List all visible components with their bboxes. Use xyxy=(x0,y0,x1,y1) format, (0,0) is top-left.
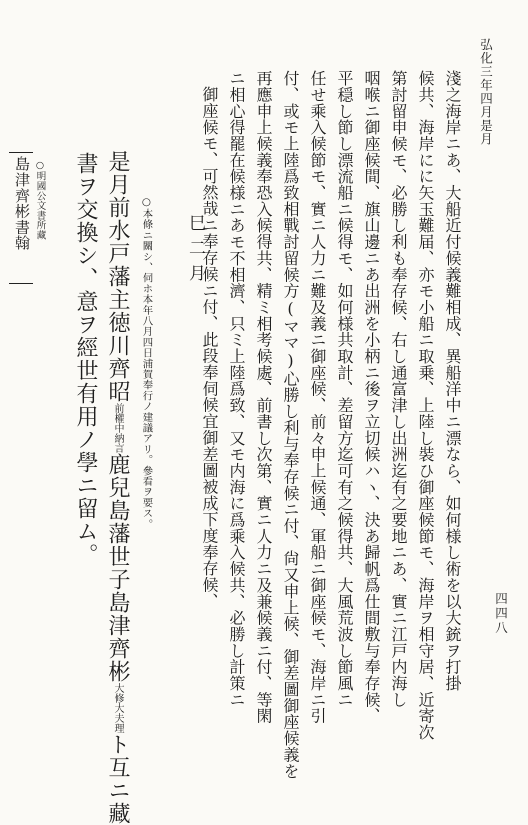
entry-line-1 xyxy=(104,150,128,825)
entry-line-2: 書ヲ交換シ、意ヲ經世有用ノ學ニ留ム。 xyxy=(73,152,98,566)
body-line: 淺之海岸ニあ、大船近付候義難相成、異船洋中ニ漂なら、如何様し術を以大銃ヲ打掛 xyxy=(443,70,462,692)
entry-line-1-end: ト互ニ藏 xyxy=(105,733,130,825)
body-line: 任せ乘入候節モ、實ニ人力ニ難及義ニ御座候、前々申上候通、軍船ニ御座候モ、海岸ニ引 xyxy=(308,70,327,724)
source-holder: ○明國公文書所藏 xyxy=(34,160,46,240)
body-line: 御座候モ、可然哉ニ奉存候ニ付、此段奉伺候宜御差圖被成下度奉存候、 xyxy=(200,86,219,610)
page-number: 四四八 xyxy=(493,592,509,636)
editorial-note: ○本條ニ關シ、伺ホ本年八月四日浦賀奉行ノ建議アリ。參看ヲ要ス。 xyxy=(140,196,153,530)
entry-person-2: 鹿兒島藩世子島津齊彬 xyxy=(105,453,130,683)
entry-person-2-title: 大修大夫理 xyxy=(112,683,123,733)
entry-month: 是月 xyxy=(105,150,130,196)
date-line: 巳二月 xyxy=(185,214,205,289)
body-line: 平穏し節し漂流船ニ候得モ、如何様共取計、差留方迄可有之候得共、大風荒波し節風ニ xyxy=(335,70,354,708)
entry-person-1-title: 前權中納言 xyxy=(112,403,123,453)
body-line: 第討留申候モ、必勝し利も奉存候、右し通富津し出洲迄有之要地ニあ、實ニ江戸内海し xyxy=(389,70,408,708)
body-line: 咽喉ニ御座候間、旗山邊ニあ出洲を小柄ニ後ヲ立切候ハヽ、決あ歸帆爲仕間敷与奉存候、 xyxy=(362,70,381,724)
body-line: 再應申上候義奉恐入候得共、精ミ相考候處、前書し次第、實ニ人力ニ及兼候義ニ付、等閑 xyxy=(254,70,273,724)
body-line: 付、或モ上陸爲致相戰討留候方(ママ)心勝し利与奉存候ニ付、尙又申上候、御差圖御座候義を xyxy=(281,70,300,780)
running-header: 弘化三年四月是月 xyxy=(478,38,494,146)
body-line: ニ相心得罷在候様ニあモ不相濟、只ミ上陸爲致、又モ内海に爲乘入候共、必勝し計策ニ xyxy=(227,70,246,708)
source-title: 島津齊彬書翰 xyxy=(13,156,31,251)
body-line: 候共、海岸にに矢玉難届、亦モ小船ニ取乗、上陸し裝ひ御座候節モ、海岸ヲ相守居、近寄次 xyxy=(416,70,435,741)
entry-person-1: 前水戸藩主徳川齊昭 xyxy=(105,196,130,403)
